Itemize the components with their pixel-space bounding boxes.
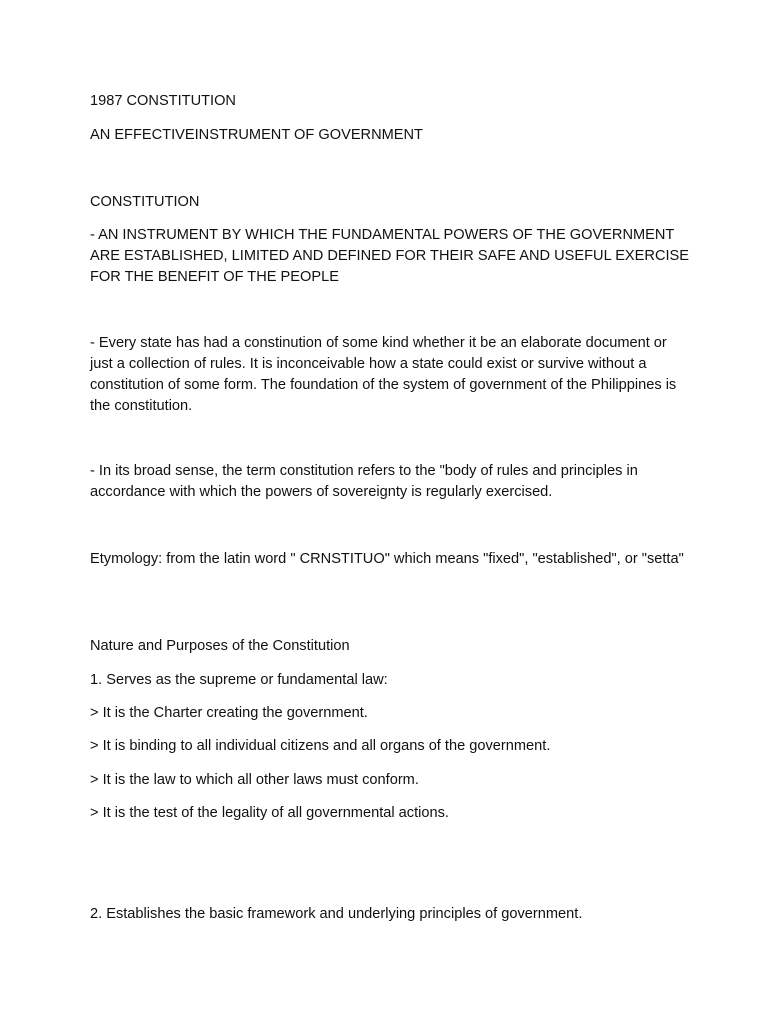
nature-purposes-heading: Nature and Purposes of the Constitution [90, 638, 350, 654]
constitution-definition: - AN INSTRUMENT BY WHICH THE FUNDAMENTAL POWERS OF THE GOVERNMENT ARE ESTABLISHED, LIMITED AND DEFINED FOR THEIR SAFE AND USEFUL EXERCISE FOR THE BENEFIT OF THE PEOPLE [90, 227, 690, 285]
bullet-binding: > It is binding to all individual citizens and all organs of the government. [90, 738, 551, 754]
bullet-charter: > It is the Charter creating the government. [90, 705, 368, 721]
paragraph-broad-sense: - In its broad sense, the term constitution refers to the "body of rules and principles in accordance with which the powers of sovereignty is regularly exercised. [90, 463, 638, 500]
bullet-legality: > It is the test of the legality of all governmental actions. [90, 805, 449, 821]
constitution-heading: CONSTITUTION [90, 194, 200, 210]
list-item-2: 2. Establishes the basic framework and underlying principles of government. [90, 906, 583, 922]
document-title: 1987 CONSTITUTION [90, 93, 236, 109]
document-subtitle: AN EFFECTIVEINSTRUMENT OF GOVERNMENT [90, 127, 423, 143]
bullet-conform: > It is the law to which all other laws must conform. [90, 772, 419, 788]
list-item-1: 1. Serves as the supreme or fundamental law: [90, 672, 388, 688]
paragraph-every-state: - Every state has had a constinution of some kind whether it be an elaborate document or just a collection of rules. It is inconceivable how a state could exist or survive without a constitution of some form. The foundation of the system of government of the Philippines is the constitution. [90, 335, 677, 414]
etymology-paragraph: Etymology: from the latin word " CRNSTITUO" which means "fixed", "established", or "setta" [90, 551, 684, 567]
